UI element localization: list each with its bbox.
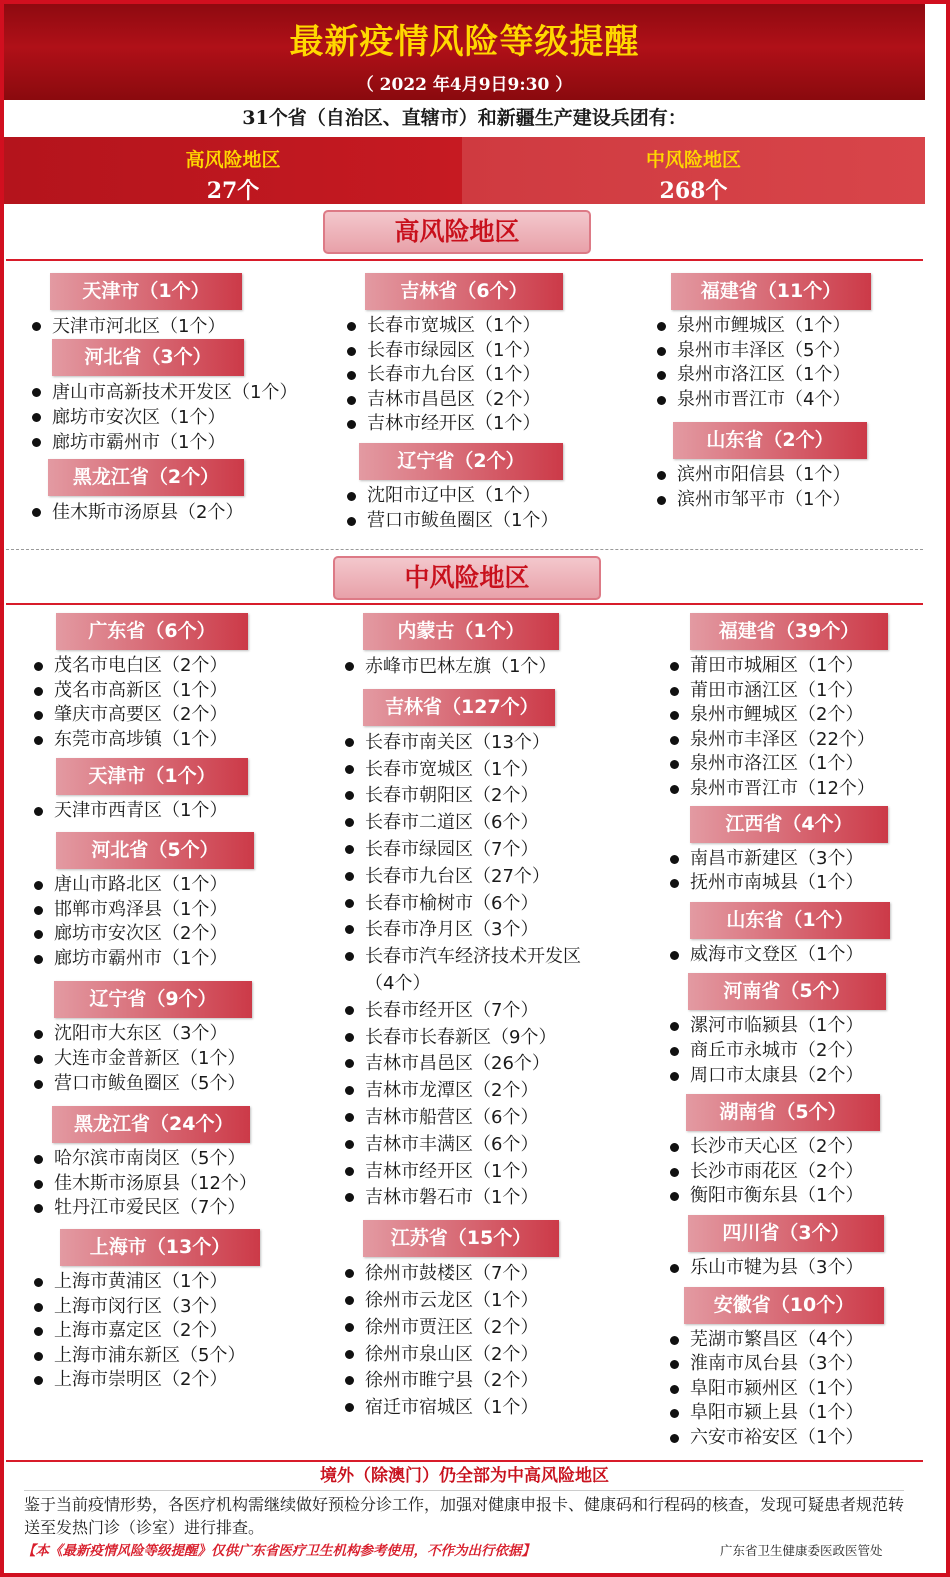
district-item: 廊坊市安次区（1个） — [30, 405, 330, 430]
high-risk-summary-label: 高风险地区 — [185, 149, 281, 171]
mid-risk-summary-count: 268个 — [659, 178, 728, 204]
district-item: 长春市汽车经济技术开发区（4个） — [343, 944, 593, 998]
district-item: 东莞市高埗镇（1个） — [32, 728, 332, 753]
district-item: 长春市长春新区（9个） — [343, 1025, 608, 1052]
district-item: 徐州市云龙区（1个） — [343, 1288, 608, 1315]
district-list — [32, 799, 332, 824]
district-list — [32, 654, 332, 752]
district-list — [655, 463, 920, 512]
district-item: 唐山市高新技术开发区（1个） — [30, 380, 330, 405]
district-list — [32, 1270, 332, 1393]
district-item: 芜湖市繁昌区（4个） — [668, 1328, 918, 1353]
district-list — [32, 1022, 332, 1096]
district-item: 长春市二道区（6个） — [343, 810, 608, 837]
district-list — [345, 314, 625, 437]
district-item: 徐州市鼓楼区（7个） — [343, 1261, 608, 1288]
district-item: 上海市浦东新区（5个） — [32, 1344, 332, 1369]
district-item: 商丘市永城市（2个） — [668, 1039, 918, 1064]
district-item: 长春市九台区（1个） — [345, 363, 625, 388]
province-group — [32, 1106, 332, 1221]
high-risk-summary — [4, 137, 462, 204]
province-tag: 河北省（3个） — [52, 339, 244, 376]
province-tag: 河北省（5个） — [56, 832, 254, 869]
district-item: 滨州市阳信县（1个） — [655, 463, 920, 488]
district-item: 长春市九台区（27个） — [343, 864, 608, 891]
province-group — [655, 273, 920, 412]
update-time: （ 2022 年4月9日9:30 ） — [356, 75, 573, 95]
header-banner — [4, 4, 925, 100]
district-item: 徐州市睢宁县（2个） — [343, 1368, 608, 1395]
district-list — [668, 1256, 918, 1281]
province-tag: 山东省（1个） — [690, 902, 890, 939]
district-item: 徐州市泉山区（2个） — [343, 1342, 608, 1369]
district-item: 哈尔滨市南岗区（5个） — [32, 1147, 332, 1172]
district-item: 长春市净月区（3个） — [343, 917, 608, 944]
district-item: 廊坊市霸州市（1个） — [30, 430, 330, 455]
mid-section-divider — [6, 603, 923, 605]
province-group — [345, 443, 625, 533]
district-item: 莆田市城厢区（1个） — [668, 654, 918, 679]
province-tag: 内蒙古（1个） — [363, 613, 559, 650]
district-list — [655, 314, 920, 412]
district-item: 上海市嘉定区（2个） — [32, 1319, 332, 1344]
district-item: 天津市河北区（1个） — [30, 314, 330, 339]
district-list — [343, 730, 608, 1212]
district-list — [30, 500, 330, 525]
province-group — [668, 1215, 918, 1281]
province-group — [32, 613, 332, 752]
province-group — [30, 339, 330, 455]
province-tag: 吉林省（6个） — [365, 273, 563, 310]
overseas-notice: 境外（除澳门）仍全部为中高风险地区 — [6, 1460, 923, 1488]
district-item: 长春市南关区（13个） — [343, 730, 608, 757]
district-item: 泉州市丰泽区（22个） — [668, 728, 918, 753]
district-item: 泉州市鲤城区（1个） — [655, 314, 920, 339]
province-tag: 天津市（1个） — [50, 273, 242, 310]
district-item: 南昌市新建区（3个） — [668, 847, 918, 872]
district-item: 吉林市经开区（1个） — [345, 412, 625, 437]
district-list — [668, 1328, 918, 1451]
province-group — [668, 613, 918, 802]
district-item: 长沙市天心区（2个） — [668, 1135, 918, 1160]
district-item: 威海市文登区（1个） — [668, 943, 918, 968]
high-risk-section-title: 高风险地区 — [323, 210, 591, 254]
province-group — [668, 902, 918, 968]
district-item: 长春市绿园区（7个） — [343, 837, 608, 864]
mid-risk-summary-label: 中风险地区 — [645, 149, 741, 171]
district-item: 长春市宽城区（1个） — [345, 314, 625, 339]
province-group — [343, 1220, 608, 1422]
province-group — [32, 758, 332, 824]
district-item: 吉林市经开区（1个） — [343, 1159, 608, 1186]
district-item: 茂名市电白区（2个） — [32, 654, 332, 679]
district-item: 上海市黄浦区（1个） — [32, 1270, 332, 1295]
province-group — [32, 1229, 332, 1393]
district-item: 廊坊市安次区（2个） — [32, 922, 332, 947]
district-list — [343, 1261, 608, 1422]
province-tag: 江西省（4个） — [690, 806, 888, 843]
province-group — [32, 832, 332, 971]
high-risk-summary-count: 27个 — [206, 178, 260, 204]
province-tag: 上海市（13个） — [60, 1229, 260, 1266]
district-item: 六安市裕安区（1个） — [668, 1426, 918, 1451]
district-list — [30, 314, 330, 339]
mid-risk-column-3 — [668, 613, 918, 1450]
district-list — [343, 654, 608, 681]
mid-risk-section-title: 中风险地区 — [333, 556, 601, 600]
district-item: 阜阳市颍上县（1个） — [668, 1401, 918, 1426]
province-group — [343, 689, 608, 1212]
district-item: 泉州市洛江区（1个） — [668, 752, 918, 777]
issuing-office: 广东省卫生健康委医政医管处 — [720, 1543, 883, 1558]
section-separator — [6, 549, 923, 550]
district-item: 乐山市犍为县（3个） — [668, 1256, 918, 1281]
district-item: 天津市西青区（1个） — [32, 799, 332, 824]
mid-risk-column-1 — [32, 613, 332, 1393]
province-group — [668, 973, 918, 1088]
district-item: 长沙市雨花区（2个） — [668, 1160, 918, 1185]
mid-risk-summary — [462, 137, 925, 204]
high-risk-column-2 — [345, 273, 625, 533]
province-tag: 福建省（11个） — [671, 273, 871, 310]
province-tag: 安徽省（10个） — [684, 1287, 884, 1324]
district-item: 滨州市邹平市（1个） — [655, 488, 920, 513]
district-item: 徐州市贾汪区（2个） — [343, 1315, 608, 1342]
province-tag: 河南省（5个） — [688, 973, 886, 1010]
province-tag: 黑龙江省（2个） — [48, 459, 244, 496]
district-list — [668, 1135, 918, 1209]
province-tag: 湖南省（5个） — [686, 1094, 880, 1131]
high-risk-column-3 — [655, 273, 920, 513]
province-tag: 山东省（2个） — [673, 422, 867, 459]
province-tag: 江苏省（15个） — [363, 1220, 559, 1257]
district-item: 泉州市鲤城区（2个） — [668, 703, 918, 728]
province-group — [30, 459, 330, 525]
disclaimer: 【本《最新疫情风险等级提醒》仅供广东省医疗卫生机构参考使用，不作为出行依据】 — [22, 1543, 535, 1559]
district-item: 吉林市丰满区（6个） — [343, 1132, 608, 1159]
district-item: 长春市绿园区（1个） — [345, 339, 625, 364]
district-item: 佳木斯市汤原县（12个） — [32, 1172, 332, 1197]
province-group — [343, 613, 608, 681]
district-item: 莆田市涵江区（1个） — [668, 679, 918, 704]
district-item: 泉州市晋江市（12个） — [668, 777, 918, 802]
district-item: 泉州市洛江区（1个） — [655, 363, 920, 388]
guidance-notice: 鉴于当前疫情形势，各医疗机构需继续做好预检分诊工作，加强对健康申报卡、健康码和行程码的核查，发现可疑患者规范转送至发热门诊（诊室）进行排查。 — [24, 1490, 904, 1539]
district-item: 吉林市昌邑区（26个） — [343, 1051, 608, 1078]
district-item: 淮南市凤台县（3个） — [668, 1352, 918, 1377]
mid-risk-column-2 — [343, 613, 608, 1422]
province-group — [668, 1287, 918, 1451]
district-item: 上海市闵行区（3个） — [32, 1295, 332, 1320]
district-item: 漯河市临颍县（1个） — [668, 1014, 918, 1039]
province-tag: 四川省（3个） — [688, 1215, 884, 1252]
district-item: 衡阳市衡东县（1个） — [668, 1184, 918, 1209]
page-title: 最新疫情风险等级提醒 — [289, 22, 640, 62]
district-item: 营口市鲅鱼圈区（1个） — [345, 509, 625, 534]
district-item: 肇庆市高要区（2个） — [32, 703, 332, 728]
province-tag: 广东省（6个） — [56, 613, 248, 650]
district-list — [668, 943, 918, 968]
province-tag: 辽宁省（2个） — [359, 443, 563, 480]
province-tag: 辽宁省（9个） — [54, 981, 252, 1018]
district-item: 佳木斯市汤原县（2个） — [30, 500, 330, 525]
district-item: 吉林市船营区（6个） — [343, 1105, 608, 1132]
district-item: 吉林市龙潭区（2个） — [343, 1078, 608, 1105]
province-group — [345, 273, 625, 437]
district-item: 大连市金普新区（1个） — [32, 1047, 332, 1072]
district-item: 周口市太康县（2个） — [668, 1064, 918, 1089]
province-group — [668, 1094, 918, 1209]
district-item: 抚州市南城县（1个） — [668, 871, 918, 896]
district-list — [668, 847, 918, 896]
district-item: 沈阳市大东区（3个） — [32, 1022, 332, 1047]
province-group — [30, 273, 330, 339]
district-list — [32, 1147, 332, 1221]
district-item: 营口市鲅鱼圈区（5个） — [32, 1072, 332, 1097]
district-item: 泉州市晋江市（4个） — [655, 388, 920, 413]
district-list — [668, 1014, 918, 1088]
district-item: 廊坊市霸州市（1个） — [32, 947, 332, 972]
province-tag: 福建省（39个） — [690, 613, 888, 650]
district-item: 长春市经开区（7个） — [343, 998, 608, 1025]
province-group — [668, 806, 918, 896]
district-item: 茂名市高新区（1个） — [32, 679, 332, 704]
district-item: 长春市朝阳区（2个） — [343, 783, 608, 810]
province-tag: 吉林省（127个） — [363, 689, 555, 726]
district-list — [345, 484, 625, 533]
province-tag: 黑龙江省（24个） — [52, 1106, 250, 1143]
province-group — [32, 981, 332, 1096]
district-item: 牡丹江市爱民区（7个） — [32, 1196, 332, 1221]
district-item: 上海市崇明区（2个） — [32, 1368, 332, 1393]
intro-text: 31个省（自治区、直辖市）和新疆生产建设兵团有： — [242, 107, 687, 129]
district-item: 阜阳市颍州区（1个） — [668, 1377, 918, 1402]
district-list — [30, 380, 330, 455]
district-item: 宿迁市宿城区（1个） — [343, 1395, 608, 1422]
district-list — [32, 873, 332, 971]
district-item: 邯郸市鸡泽县（1个） — [32, 898, 332, 923]
district-item: 长春市榆树市（6个） — [343, 891, 608, 918]
district-item: 泉州市丰泽区（5个） — [655, 339, 920, 364]
district-item: 吉林市昌邑区（2个） — [345, 388, 625, 413]
district-item: 吉林市磐石市（1个） — [343, 1185, 608, 1212]
high-risk-column-1 — [30, 273, 330, 525]
district-item: 长春市宽城区（1个） — [343, 757, 608, 784]
province-group — [655, 422, 920, 512]
district-list — [668, 654, 918, 802]
district-item: 赤峰市巴林左旗（1个） — [343, 654, 608, 681]
province-tag: 天津市（1个） — [56, 758, 248, 795]
district-item: 唐山市路北区（1个） — [32, 873, 332, 898]
district-item: 沈阳市辽中区（1个） — [345, 484, 625, 509]
high-section-divider — [6, 259, 923, 261]
